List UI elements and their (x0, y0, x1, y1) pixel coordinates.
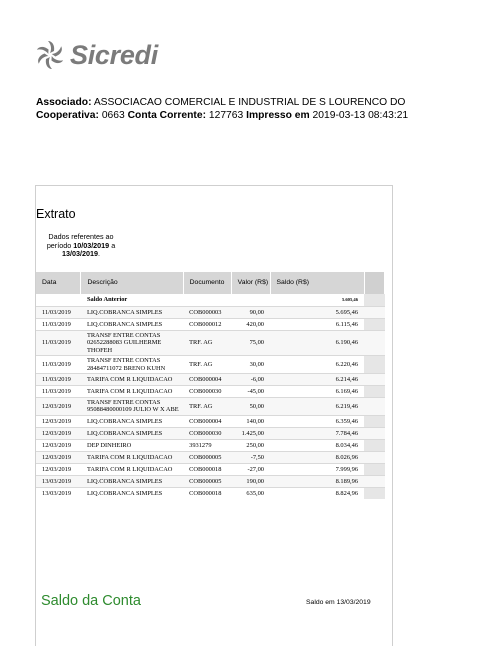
cell-value: -27,00 (231, 463, 270, 475)
cell-date: 12/03/2019 (36, 451, 81, 463)
cell-description: TRANSF ENTRE CONTAS 28484711072 BRENO KUHN (81, 356, 183, 374)
cooperativa-value: 0663 (101, 109, 125, 121)
end-cell (364, 439, 384, 451)
table-row (36, 415, 385, 427)
cell-description: LIQ.COBRANCA SIMPLES (81, 319, 183, 331)
table-row (36, 463, 385, 475)
saldo-anterior-valor (231, 294, 270, 307)
table-row (36, 374, 385, 386)
cell-value: 1.425,00 (231, 427, 270, 439)
table-row (36, 319, 385, 331)
table-row (36, 439, 385, 451)
cell-balance: 6.359,46 (270, 415, 364, 427)
cell-document: COB000004 (183, 374, 231, 386)
end-cell (364, 356, 384, 374)
end-cell (364, 319, 384, 331)
end-cell (364, 451, 384, 463)
end-cell (364, 463, 384, 475)
end-cell (364, 307, 384, 319)
cell-document: COB000030 (183, 427, 231, 439)
cell-date: 11/03/2019 (36, 374, 81, 386)
cell-description: LIQ.COBRANCA SIMPLES (81, 307, 183, 319)
cell-balance: 6.169,46 (270, 386, 364, 398)
cell-balance: 5.695,46 (270, 307, 364, 319)
end-cell (364, 398, 384, 416)
cell-description: LIQ.COBRANCA SIMPLES (81, 475, 183, 487)
cell-balance: 6.220,46 (270, 356, 364, 374)
cooperativa-line (36, 110, 408, 123)
cell-description: TARIFA COM R LIQUIDACAO (81, 451, 183, 463)
period-prefix: Dados referentes ao período (46, 232, 114, 250)
cell-value: 635,00 (231, 487, 270, 499)
cell-date: 12/03/2019 (36, 398, 81, 416)
account-info (36, 97, 408, 122)
sicredi-logo-icon (34, 39, 66, 71)
cell-description: TARIFA COM R LIQUIDACAO (81, 374, 183, 386)
table-row (36, 331, 385, 356)
cell-description: LIQ.COBRANCA SIMPLES (81, 415, 183, 427)
cell-document: COB000030 (183, 386, 231, 398)
associado-label: Associado: (36, 97, 92, 108)
cell-date: 11/03/2019 (36, 319, 81, 331)
cell-value: -45,00 (231, 386, 270, 398)
cooperativa-label: Cooperativa: (36, 109, 99, 121)
saldo-anterior-row (36, 294, 385, 307)
table-row (36, 451, 385, 463)
page-title: Extrato (36, 207, 76, 221)
cell-balance: 8.026,96 (270, 451, 364, 463)
cell-value: 190,00 (231, 475, 270, 487)
cell-document: TRF. AG (183, 331, 231, 356)
cell-value: 75,00 (231, 331, 270, 356)
associado-line (36, 97, 408, 110)
cell-date: 11/03/2019 (36, 307, 81, 319)
col-header-end (364, 272, 384, 294)
cell-value: 250,00 (231, 439, 270, 451)
end-cell (364, 294, 384, 307)
end-cell (364, 427, 384, 439)
col-header-saldo: Saldo (R$) (270, 272, 364, 294)
cell-value: 30,00 (231, 356, 270, 374)
saldo-conta-heading: Saldo da Conta (41, 593, 141, 609)
cell-date: 12/03/2019 (36, 439, 81, 451)
table-header-row (36, 272, 385, 294)
saldo-anterior-value: 5.605,46 (341, 297, 359, 303)
table-row (36, 386, 385, 398)
cell-date: 12/03/2019 (36, 427, 81, 439)
associado-value: ASSOCIACAO COMERCIAL E INDUSTRIAL DE S LOURENCO DO (93, 97, 406, 108)
brand-name: Sicredi (70, 39, 158, 70)
cell-balance: 7.784,46 (270, 427, 364, 439)
sicredi-logo (34, 38, 158, 72)
cell-document: TRF. AG (183, 398, 231, 416)
saldo-anterior-date (36, 294, 81, 307)
cell-value: 90,00 (231, 307, 270, 319)
table-row (36, 487, 385, 499)
cell-balance: 6.219,46 (270, 398, 364, 416)
table-row (36, 475, 385, 487)
cell-value: 50,00 (231, 398, 270, 416)
cell-document: COB000005 (183, 451, 231, 463)
period-end: 13/03/2019 (62, 249, 98, 259)
cell-value: -6,00 (231, 374, 270, 386)
col-header-documento: Documento (183, 272, 231, 294)
col-header-valor: Valor (R$) (231, 272, 270, 294)
cell-description: TARIFA COM R LIQUIDACAO (81, 463, 183, 475)
cell-document: COB000018 (183, 463, 231, 475)
cell-balance: 6.190,46 (270, 331, 364, 356)
cell-balance: 8.034,46 (270, 439, 364, 451)
cell-document: COB000012 (183, 319, 231, 331)
cell-date: 12/03/2019 (36, 415, 81, 427)
cell-date: 12/03/2019 (36, 463, 81, 475)
table-row (36, 398, 385, 416)
cell-description: TRANSF ENTRE CONTAS 02652288083 GUILHERME THOFEH (81, 331, 183, 356)
cell-date: 13/03/2019 (36, 475, 81, 487)
end-cell (364, 415, 384, 427)
end-cell (364, 331, 384, 356)
cell-value: 420,00 (231, 319, 270, 331)
cell-document: COB000004 (183, 415, 231, 427)
statement-table (36, 272, 385, 499)
period-start: 10/03/2019 (73, 240, 110, 250)
cell-document: COB000005 (183, 475, 231, 487)
cell-document: TRF. AG (183, 356, 231, 374)
table-row (36, 427, 385, 439)
table-row (36, 307, 385, 319)
cell-balance: 8.824,96 (270, 487, 364, 499)
period-suffix: . (97, 249, 100, 259)
cell-date: 11/03/2019 (36, 386, 81, 398)
cell-date: 13/03/2019 (36, 487, 81, 499)
cell-description: LIQ.COBRANCA SIMPLES (81, 487, 183, 499)
cell-date: 11/03/2019 (36, 331, 81, 356)
saldo-anterior-label: Saldo Anterior (86, 296, 128, 304)
cell-description: LIQ.COBRANCA SIMPLES (81, 427, 183, 439)
col-header-data: Data (36, 272, 81, 294)
end-cell (364, 374, 384, 386)
cell-balance: 6.214,46 (270, 374, 364, 386)
cell-document: COB000018 (183, 487, 231, 499)
end-cell (364, 487, 384, 499)
end-cell (364, 386, 384, 398)
period-mid: a (111, 240, 116, 250)
cell-date: 11/03/2019 (36, 356, 81, 374)
saldo-em-label: Saldo em 13/03/2019 (306, 599, 371, 606)
impresso-label: Impresso em (246, 109, 310, 121)
cell-document: COB000003 (183, 307, 231, 319)
col-header-descricao: Descrição (81, 272, 183, 294)
conta-value: 127763 (208, 109, 244, 121)
impresso-value: 2019-03-13 08:43:21 (312, 109, 409, 121)
saldo-anterior-doc (183, 294, 231, 307)
cell-description: TRANSF ENTRE CONTAS 95088480000109 JULIO W X ABE (81, 398, 183, 416)
cell-balance: 8.189,96 (270, 475, 364, 487)
cell-value: 140,00 (231, 415, 270, 427)
cell-description: TARIFA COM R LIQUIDACAO (81, 386, 183, 398)
cell-value: -7,50 (231, 451, 270, 463)
cell-balance: 7.999,96 (270, 463, 364, 475)
period-text (41, 233, 121, 259)
cell-document: 3931279 (183, 439, 231, 451)
conta-label: Conta Corrente: (127, 109, 206, 121)
end-cell (364, 475, 384, 487)
cell-balance: 6.115,46 (270, 319, 364, 331)
cell-description: DEP DINHEIRO (81, 439, 183, 451)
table-row (36, 356, 385, 374)
